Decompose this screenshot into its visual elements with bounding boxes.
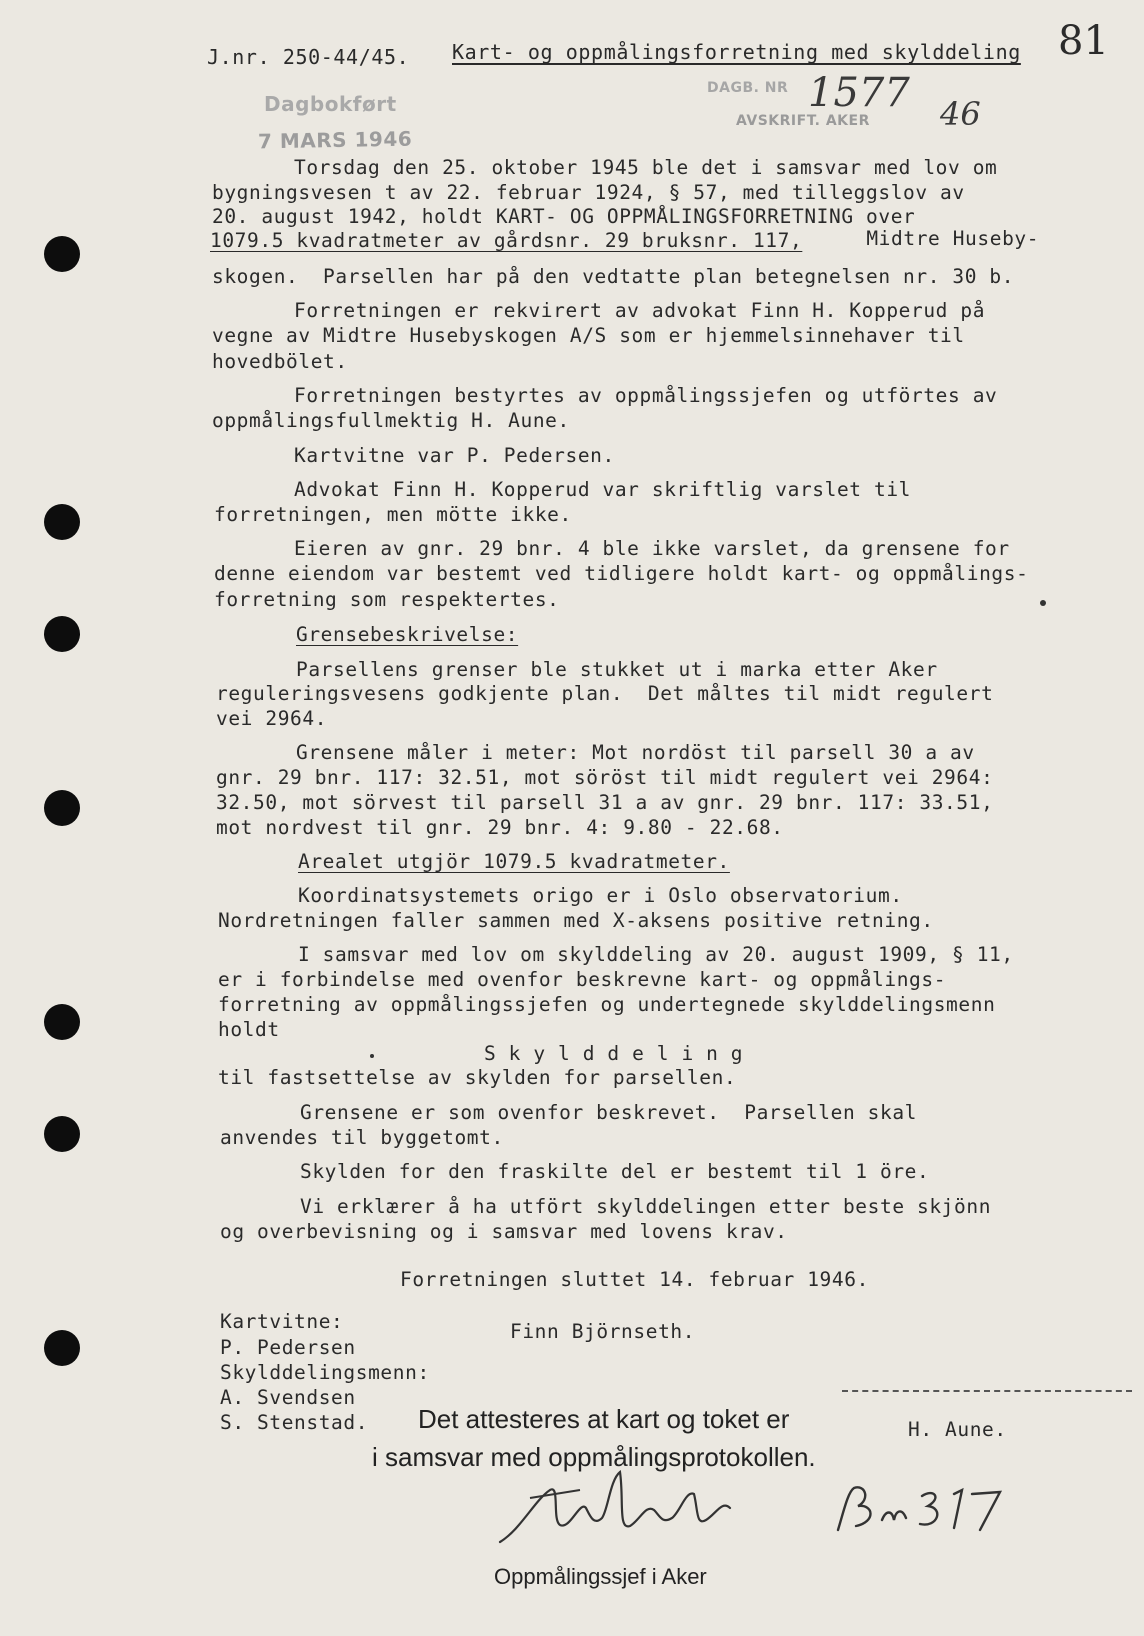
punch-hole [44, 504, 80, 540]
kartvitne-label: Kartvitne: [220, 1310, 344, 1333]
skylddelingsmann-1: A. Svendsen [220, 1386, 356, 1409]
body-line: Midtre Huseby- [854, 227, 1040, 250]
section-heading: Grensebeskrivelse: [296, 623, 519, 646]
body-line: Parsellens grenser ble stukket ut i marka etter Aker [296, 658, 938, 681]
attestation-line-2: i samsvar med oppmålingsprotokollen. [372, 1442, 816, 1472]
handwritten-year: 46 [940, 95, 981, 133]
body-line: Forretningen bestyrtes av oppmålingssjefen og utförtes av [294, 384, 998, 407]
body-line: vei 2964. [216, 707, 328, 730]
handwritten-signature [490, 1460, 750, 1560]
body-line: bygningsvesen t av 22. februar 1924, § 57, med tilleggslov av [212, 181, 965, 204]
body-line: Grensene måler i meter: Mot nordöst til parsell 30 a av [296, 741, 975, 764]
punch-hole [44, 790, 80, 826]
skylddelingsmenn-label: Skylddelingsmenn: [220, 1361, 430, 1384]
body-line: mot nordvest til gnr. 29 bnr. 4: 9.80 - 22.68. [216, 816, 784, 839]
body-line: 1079.5 kvadratmeter av gårdsnr. 29 bruksnr. 117, [210, 229, 803, 252]
body-line: reguleringsvesens godkjente plan. Det måltes til midt regulert [216, 682, 994, 705]
dagb-nr-stamp: DAGB. NR [707, 80, 789, 96]
dagbokfort-stamp: Dagbokført [264, 92, 397, 116]
body-line: Eieren av gnr. 29 bnr. 4 ble ikke varslet, da grensene for [294, 537, 1010, 560]
body-line: forretning av oppmålingssjefen og undertegnede skylddelingsmenn [218, 993, 996, 1016]
attestation-line-1: Det attesteres at kart og toket er [418, 1404, 790, 1434]
body-line: Vi erklærer å ha utfört skylddelingen etter beste skjönn [300, 1195, 992, 1218]
document-title: Kart- og oppmålingsforretning med skylddeling [452, 40, 1021, 64]
body-line: og overbevisning og i samsvar med lovens krav. [220, 1220, 788, 1243]
skylddelingsmann-2: S. Stenstad. [220, 1411, 369, 1434]
body-line: til fastsettelse av skylden for parsellen. [218, 1066, 737, 1089]
body-line: skogen. Parsellen har på den vedtatte plan betegnelsen nr. 30 b. [212, 265, 1015, 288]
body-line: I samsvar med lov om skylddeling av 20. august 1909, § 11, [298, 943, 1014, 966]
skylddeling-heading: S k y l d d e l i n g [484, 1042, 744, 1065]
punch-hole [44, 1116, 80, 1152]
right-signer: H. Aune. [908, 1418, 1007, 1441]
ink-dot [370, 1054, 374, 1058]
body-line: Forretningen er rekvirert av advokat Finn H. Kopperud på [294, 299, 986, 322]
signature-line [842, 1390, 1132, 1392]
date-stamp: 7 MARS 1946 [257, 126, 413, 154]
closing-line: Forretningen sluttet 14. februar 1946. [400, 1268, 869, 1291]
body-line: Koordinatsystemets origo er i Oslo observatorium. [298, 884, 903, 907]
handwritten-number: 1577 [808, 70, 910, 116]
kartvitne-name: P. Pedersen [220, 1336, 356, 1359]
body-line: gnr. 29 bnr. 117: 32.51, mot söröst til midt regulert vei 2964: [216, 766, 994, 789]
body-line: denne eiendom var bestemt ved tidligere holdt kart- og oppmålings- [214, 562, 1029, 585]
body-line: 20. august 1942, holdt KART- OG OPPMÅLINGSFORRETNING over [212, 205, 916, 228]
punch-hole [44, 616, 80, 652]
punch-hole [44, 236, 80, 272]
body-line: Skylden for den fraskilte del er bestemt til 1 öre. [300, 1160, 930, 1183]
body-line: Kartvitne var P. Pedersen. [294, 444, 615, 467]
handwritten-initials [830, 1480, 1020, 1540]
body-line: holdt [218, 1018, 280, 1041]
punch-hole [44, 1004, 80, 1040]
body-line: 32.50, mot sörvest til parsell 31 a av gnr. 29 bnr. 117: 33.51, [216, 791, 994, 814]
body-line: hovedbölet. [212, 350, 348, 373]
avskrift-stamp: AVSKRIFT. AKER [736, 113, 870, 129]
body-line: Grensene er som ovenfor beskrevet. Parsellen skal [300, 1101, 917, 1124]
center-signer: Finn Björnseth. [510, 1320, 696, 1343]
attestation-caption: Oppmålingssjef i Aker [494, 1564, 707, 1589]
body-line: anvendes til byggetomt. [220, 1126, 504, 1149]
body-line: Nordretningen faller sammen med X-aksens positive retning. [218, 909, 934, 932]
body-line: er i forbindelse med ovenfor beskrevne kart- og oppmålings- [218, 968, 947, 991]
journal-number: J.nr. 250-44/45. [207, 45, 410, 69]
body-line: forretningen, men mötte ikke. [214, 503, 572, 526]
body-line: forretning som respektertes. [214, 588, 560, 611]
page-number: 81 [1058, 18, 1109, 64]
punch-hole [44, 1330, 80, 1366]
body-line: oppmålingsfullmektig H. Aune. [212, 409, 570, 432]
body-line: Advokat Finn H. Kopperud var skriftlig varslet til [294, 478, 911, 501]
ink-dot [1040, 600, 1046, 606]
body-line: Torsdag den 25. oktober 1945 ble det i samsvar med lov om [294, 156, 998, 179]
area-heading: Arealet utgjör 1079.5 kvadratmeter. [298, 850, 730, 873]
body-line: vegne av Midtre Husebyskogen A/S som er hjemmelsinnehaver til [212, 324, 965, 347]
